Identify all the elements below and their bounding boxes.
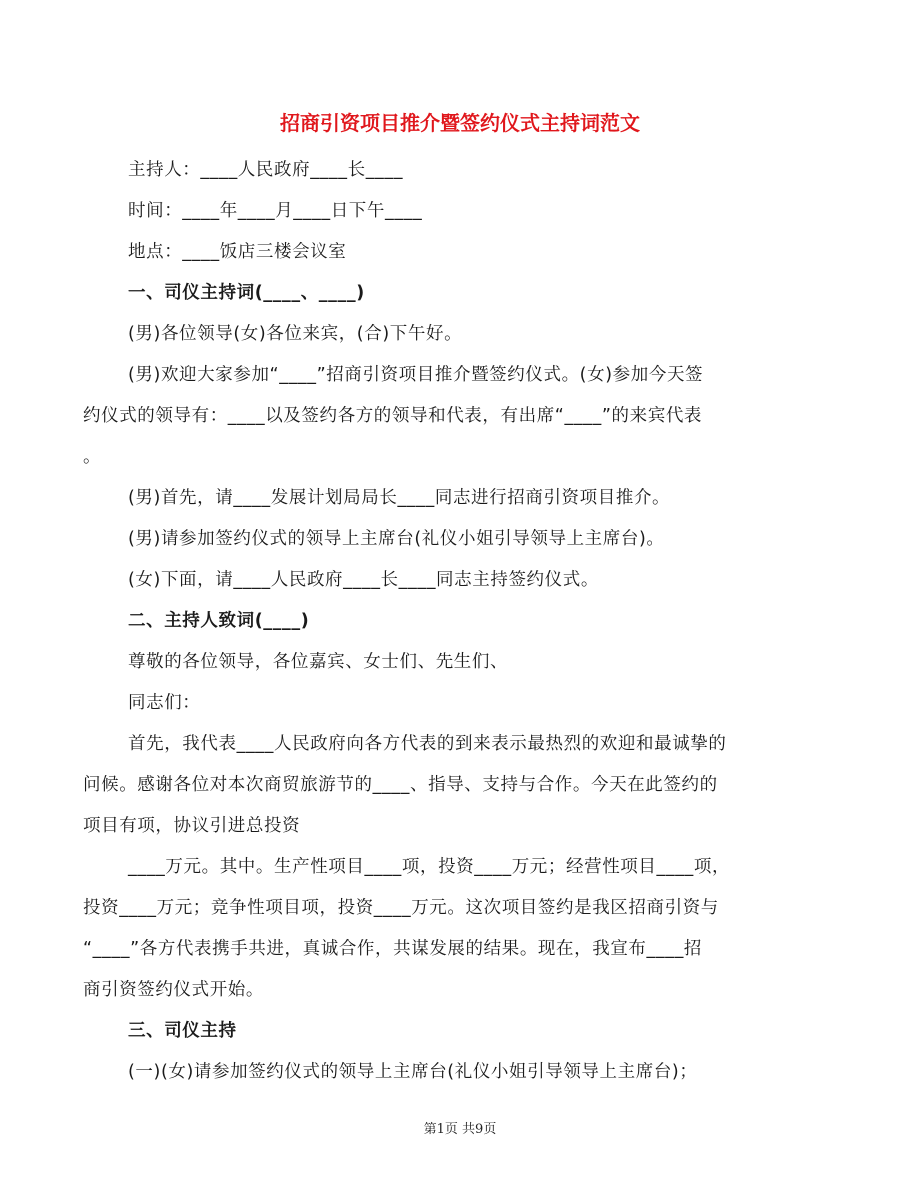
- paragraph-line: 同志们：: [128, 693, 201, 713]
- document-title: 招商引资项目推介暨签约仪式主持词范文: [280, 111, 640, 135]
- paragraph-line: “____”各方代表携手共进，真诚合作，共谋发展的结果。现在，我宣布____招: [83, 939, 703, 959]
- paragraph-line: (一)(女)请参加签约仪式的领导上主席台(礼仪小姐引导领导上主席台)；: [128, 1062, 698, 1082]
- paragraph-line: 项目有项，协议引进总投资: [83, 816, 301, 836]
- paragraph-line: 投资____万元；竞争性项目项，投资____万元。这次项目签约是我区招商引资与: [83, 898, 719, 918]
- paragraph-line: 尊敬的各位领导，各位嘉宾、女士们、先生们、: [128, 652, 509, 672]
- paragraph-line: 商引资签约仪式开始。: [83, 980, 264, 1000]
- paragraph-line: ____万元。其中。生产性项目____项，投资____万元；经营性项目____项，: [128, 857, 731, 877]
- section-heading-3: 三、司仪主持: [128, 1021, 237, 1041]
- paragraph-line: (女)下面，请____人民政府____长____同志主持签约仪式。: [128, 570, 599, 590]
- paragraph-line: 。: [83, 447, 102, 467]
- host-line: 主持人：____人民政府____长____: [128, 160, 404, 180]
- paragraph-line: (男)请参加签约仪式的领导上主席台(礼仪小姐引导领导上主席台)。: [128, 529, 665, 549]
- paragraph-line: (男)首先，请____发展计划局局长____同志进行招商引资项目推介。: [128, 488, 671, 508]
- paragraph-line: 首先，我代表____人民政府向各方代表的到来表示最热烈的欢迎和最诚挚的: [128, 734, 727, 754]
- paragraph-line: (男)欢迎大家参加“____”招商引资项目推介暨签约仪式。(女)参加今天签: [128, 365, 704, 385]
- paragraph-line: 约仪式的领导有：____以及签约各方的领导和代表，有出席“____”的来宾代表: [83, 406, 703, 426]
- paragraph-line: (男)各位领导(女)各位来宾，(合)下午好。: [128, 324, 463, 344]
- location-line: 地点：____饭店三楼会议室: [128, 242, 347, 262]
- section-heading-2: 二、主持人致词(____): [128, 611, 310, 631]
- section-heading-1: 一、司仪主持词(____、____): [128, 283, 365, 303]
- page-number: 第1页 共9页: [423, 1122, 497, 1137]
- time-line: 时间：____年____月____日下午____: [128, 201, 423, 221]
- paragraph-line: 问候。感谢各位对本次商贸旅游节的____、指导、支持与合作。今天在此签约的: [83, 775, 718, 795]
